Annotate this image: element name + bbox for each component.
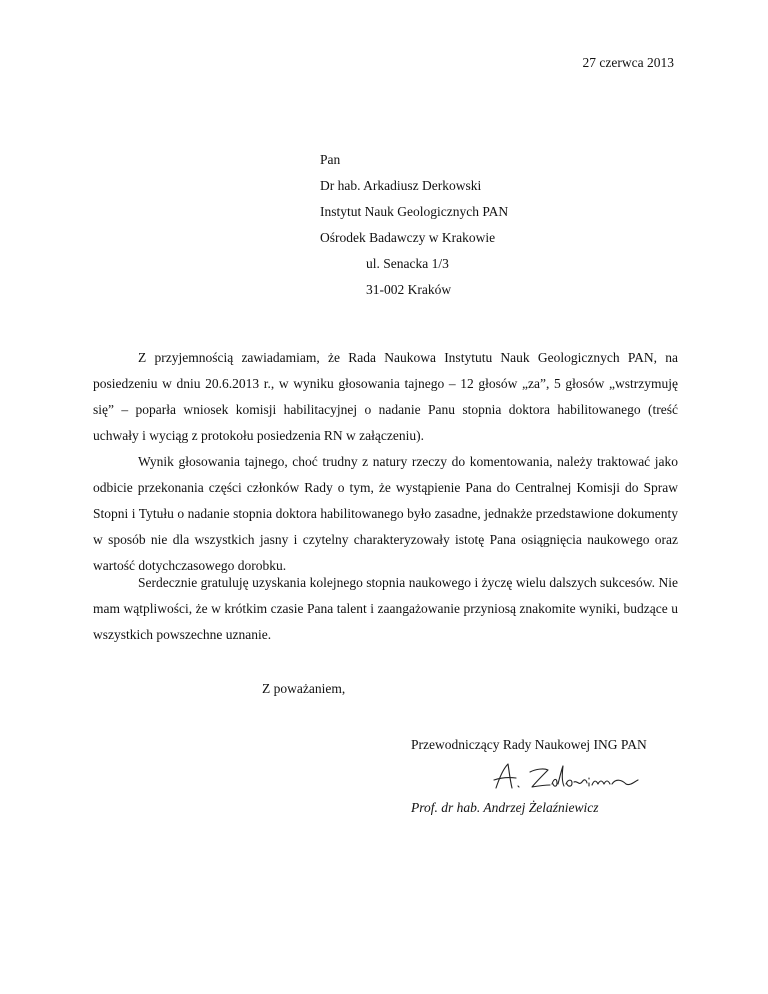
recipient-branch: Ośrodek Badawczy w Krakowie [320,230,496,245]
signatory-role: Przewodniczący Rady Naukowej ING PAN [411,737,647,752]
signature-icon [482,758,652,798]
paragraph-vote-comment: Wynik głosowania tajnego, choć trudny z natury rzeczy do komentowania, należy traktować jako odbicie przekonania części członków Rady o tym, że wystąpienie Pana do Centralnej Komisji do Spraw Stopni i Tytułu o nadanie stopnia doktora habilitowanego było zasadne, jednakże przedstawione dokumenty w sposób nie dla wszystkich jasny i czytelny charakteryzowały istotę Pana osiągnięcia naukowego oraz wartość dotychczasowego dorobku. [93,454,678,573]
paragraph-congratulations: Serdecznie gratuluję uzyskania kolejnego stopnia naukowego i życzę wielu dalszych sukcesów. Nie mam wątpliwości, że w krótkim czasie Pana talent i zaangażowanie przyniosą znakomite wyniki, budzące u wszystkich powszechne uznanie. [93,575,678,642]
recipient-address [320,147,508,303]
recipient-name: Dr hab. Arkadiusz Derkowski [320,178,482,193]
letter-date: 27 czerwca 2013 [582,55,674,70]
recipient-salutation: Pan [320,152,341,167]
signatory-name: Prof. dr hab. Andrzej Żelaźniewicz [411,800,599,815]
recipient-institute: Instytut Nauk Geologicznych PAN [320,204,509,219]
recipient-city: 31-002 Kraków [366,282,452,297]
paragraph-announcement: Z przyjemnością zawiadamiam, że Rada Naukowa Instytutu Nauk Geologicznych PAN, na posiedzeniu w dniu 20.6.2013 r., w wyniku głosowania tajnego – 12 głosów „za”, 5 głosów „wstrzymuję się” – poparła wniosek komisji habilitacyjnej o nadanie Panu stopnia doktora habilitowanego (treść uchwały i wyciąg z protokołu posiedzenia RN w załączeniu). [93,350,678,443]
closing-greeting: Z poważaniem, [262,681,346,696]
recipient-street: ul. Senacka 1/3 [366,256,449,271]
